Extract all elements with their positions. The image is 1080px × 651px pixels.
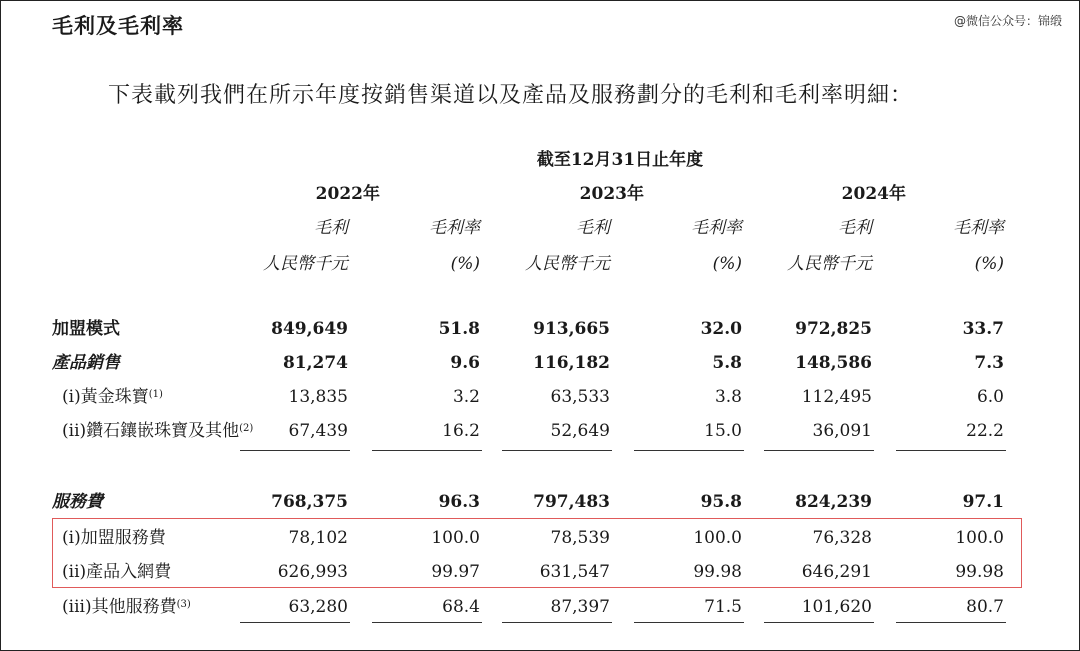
cell: 51.8: [438, 319, 480, 339]
cell: 76,328: [812, 528, 872, 548]
unit-margin-2023: (%): [712, 254, 742, 274]
col-gp-2023: 毛利: [576, 218, 610, 238]
cell: 100.0: [431, 528, 480, 548]
row-label-other-service-fees: (iii)其他服務費$^{(3)}$: [62, 597, 191, 617]
cell: 116,182: [533, 353, 610, 373]
cell: 80.7: [966, 597, 1004, 617]
row-label-service-fees: 服務費: [52, 492, 103, 512]
cell: 99.97: [431, 562, 480, 582]
cell: 913,665: [533, 319, 610, 339]
cell: 67,439: [288, 421, 348, 441]
cell: 32.0: [700, 319, 742, 339]
cell: 6.0: [976, 387, 1004, 407]
unit-margin-2024: (%): [974, 254, 1004, 274]
section-title: 毛利及毛利率: [52, 13, 184, 38]
cell: 768,375: [271, 492, 348, 512]
cell: 100.0: [693, 528, 742, 548]
cell: 112,495: [801, 387, 872, 407]
cell: 81,274: [282, 353, 348, 373]
cell: 972,825: [795, 319, 872, 339]
year-2022: 2022年: [315, 184, 380, 204]
cell: 33.7: [962, 319, 1004, 339]
col-gp-2024: 毛利: [838, 218, 872, 238]
cell: 22.2: [966, 421, 1004, 441]
cell: 78,102: [288, 528, 348, 548]
rule: [634, 450, 744, 451]
cell: 101,620: [801, 597, 872, 617]
footnote-mark: (3): [176, 599, 191, 610]
rule: [764, 622, 874, 623]
rule: [764, 450, 874, 451]
cell: 9.6: [450, 353, 480, 373]
cell: 148,586: [795, 353, 872, 373]
cell: 63,533: [550, 387, 610, 407]
period-header: 截至12月31日止年度: [536, 150, 704, 170]
watermark: @微信公众号：锦缎: [953, 14, 1062, 28]
cell: 99.98: [693, 562, 742, 582]
cell: 15.0: [704, 421, 742, 441]
row-label-diamond-jewelry: (ii)鑽石鑲嵌珠寶及其他$^{(2)}$: [62, 421, 254, 441]
cell: 36,091: [812, 421, 872, 441]
rule: [372, 622, 482, 623]
cell: 78,539: [550, 528, 610, 548]
cell: 95.8: [700, 492, 742, 512]
cell: 824,239: [795, 492, 872, 512]
cell: 68.4: [442, 597, 480, 617]
rule: [240, 450, 350, 451]
cell: 626,993: [277, 562, 348, 582]
row-label-gold-jewelry: (i)黃金珠寶$^{(1)}$: [62, 387, 163, 407]
rule: [502, 622, 612, 623]
row-label-franchise-service-fee: (i)加盟服務費: [62, 528, 166, 548]
rule: [240, 622, 350, 623]
cell: 100.0: [955, 528, 1004, 548]
cell: 849,649: [271, 319, 348, 339]
cell: 16.2: [442, 421, 480, 441]
row-label-franchise: 加盟模式: [52, 319, 120, 339]
cell: 99.98: [955, 562, 1004, 582]
cell: 63,280: [288, 597, 348, 617]
unit-margin-2022: (%): [450, 254, 480, 274]
cell: 87,397: [550, 597, 610, 617]
cell: 52,649: [550, 421, 610, 441]
cell: 96.3: [438, 492, 480, 512]
row-label-product-sales: 產品銷售: [52, 353, 120, 373]
cell: 97.1: [962, 492, 1004, 512]
row-label-product-listing-fee: (ii)產品入網費: [62, 562, 172, 582]
year-2024: 2024年: [841, 184, 906, 204]
cell: 3.8: [714, 387, 742, 407]
unit-gp-2024: 人民幣千元: [787, 254, 872, 274]
col-gp-2022: 毛利: [314, 218, 348, 238]
cell: 3.2: [452, 387, 480, 407]
rule: [502, 450, 612, 451]
rule: [896, 450, 1006, 451]
cell: 13,835: [288, 387, 348, 407]
rule: [896, 622, 1006, 623]
unit-gp-2022: 人民幣千元: [263, 254, 348, 274]
cell: 797,483: [533, 492, 610, 512]
rule: [634, 622, 744, 623]
footnote-mark: (1): [148, 389, 163, 400]
footnote-mark: (2): [239, 423, 254, 434]
cell: 7.3: [974, 353, 1004, 373]
col-margin-2024: 毛利率: [953, 218, 1004, 238]
col-margin-2023: 毛利率: [691, 218, 742, 238]
intro-text: 下表載列我們在所示年度按銷售渠道以及產品及服務劃分的毛利和毛利率明細：: [108, 83, 914, 108]
cell: 646,291: [801, 562, 872, 582]
cell: 71.5: [704, 597, 742, 617]
rule: [372, 450, 482, 451]
unit-gp-2023: 人民幣千元: [525, 254, 610, 274]
col-margin-2022: 毛利率: [429, 218, 480, 238]
cell: 631,547: [539, 562, 610, 582]
year-2023: 2023年: [579, 184, 644, 204]
cell: 5.8: [712, 353, 742, 373]
